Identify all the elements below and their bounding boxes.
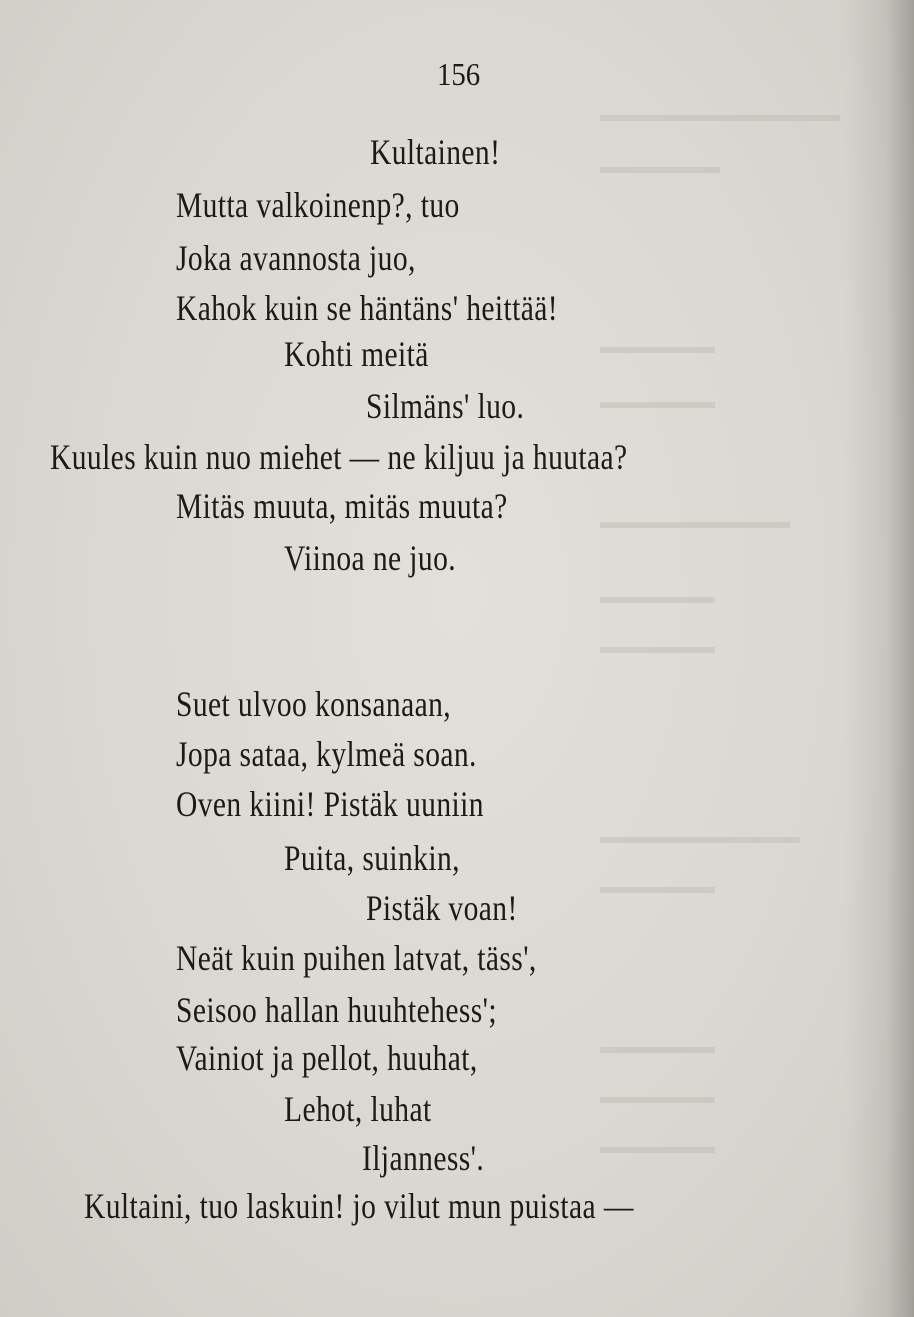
verse-line: Puita, suinkin, (284, 838, 460, 878)
verse-line: Viinoa ne juo. (284, 538, 457, 578)
verse-line: Neät kuin puihen latvat, täss', (176, 938, 537, 978)
verse-line: Oven kiini! Pistäk uuniin (176, 784, 484, 824)
verse-line: Mitäs muuta, mitäs muuta? (176, 486, 508, 526)
verse-line: Kahok kuin se häntäns' heittää! (176, 288, 559, 328)
verse-line: Silmäns' luo. (366, 386, 525, 426)
page-edge-shadow (844, 0, 914, 1317)
verse-line: Pistäk voan! (366, 888, 518, 928)
verse-line: Joka avannosta juo, (176, 238, 416, 278)
verse-line: Jopa sataa, kylmeä soan. (176, 734, 477, 774)
verse-line: Vainiot ja pellot, huuhat, (176, 1038, 478, 1078)
verse-line: Kohti meitä (284, 334, 429, 374)
verse-line: Kultaini, tuo laskuin! jo vilut mun puistaa — (84, 1186, 634, 1226)
verse-line: Mutta valkoinenp?, tuo (176, 185, 460, 225)
page-number: 156 (437, 56, 481, 92)
verse-line: Iljanness'. (362, 1138, 485, 1178)
verse-line: Lehot, luhat (284, 1089, 432, 1129)
verse-line: Kultainen! (370, 132, 501, 172)
verse-line: Seisoo hallan huuhtehess'; (176, 990, 497, 1030)
verse-line: Kuules kuin nuo miehet — ne kiljuu ja huutaa? (50, 437, 628, 477)
verse-line: Suet ulvoo konsanaan, (176, 684, 452, 724)
